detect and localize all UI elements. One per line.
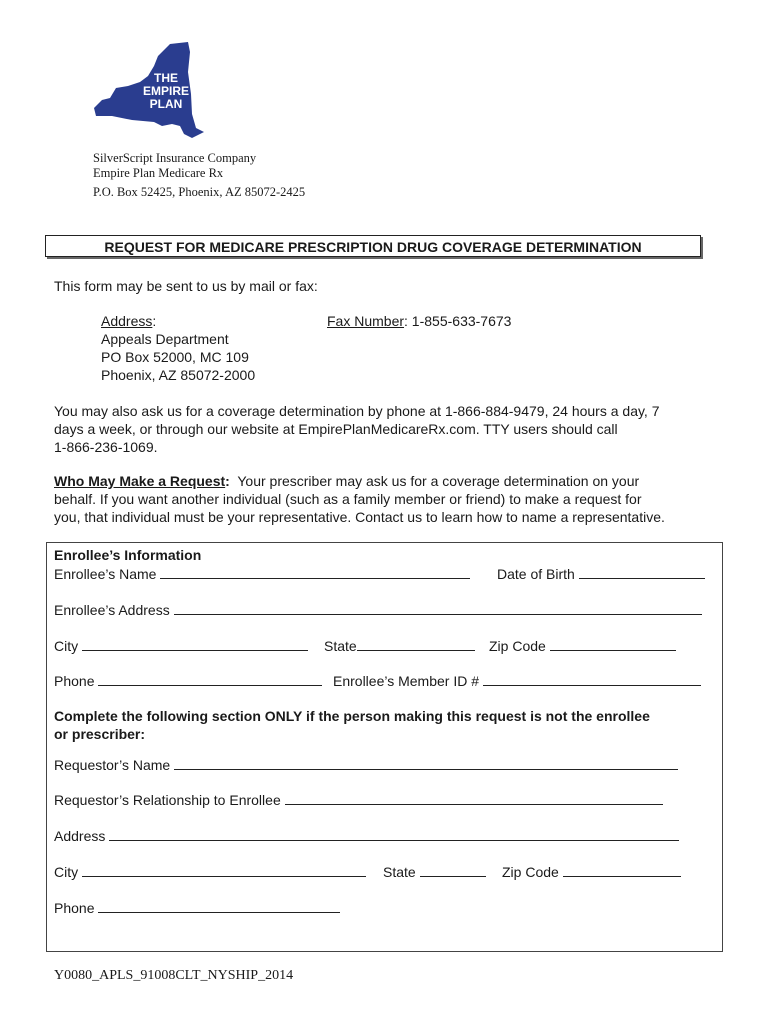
enrollee-name-field[interactable] (160, 564, 470, 579)
phone-paragraph-line: You may also ask us for a coverage determination by phone at 1-866-884-9479, 24 hours a day, 7 (54, 403, 660, 419)
who-colon: : (225, 473, 230, 489)
address-line-3: Phoenix, AZ 85072-2000 (101, 367, 256, 383)
relationship-label: Requestor’s Relationship to Enrollee (54, 792, 281, 808)
requestor-city-row (54, 862, 366, 881)
requestor-phone-row (54, 898, 340, 917)
address-label: Address (101, 313, 153, 329)
requestor-state-row (383, 862, 486, 881)
sender-pobox: P.O. Box 52425, Phoenix, AZ 85072-2425 (93, 185, 306, 199)
requestor-city-field[interactable] (82, 862, 366, 877)
member-id-field[interactable] (483, 671, 701, 686)
requestor-notice-line: or prescriber: (54, 726, 146, 742)
requestor-name-label: Requestor’s Name (54, 757, 171, 773)
sender-block (93, 151, 305, 200)
requestor-name-row (54, 755, 678, 774)
phone-row (54, 671, 322, 690)
relationship-field[interactable] (285, 790, 663, 805)
relationship-row (54, 790, 663, 809)
requestor-notice-line: Complete the following section ONLY if the person making this request is not the enrollee (54, 708, 650, 724)
intro-text: This form may be sent to us by mail or fax: (54, 278, 318, 294)
form-code-footer: Y0080_APLS_91008CLT_NYSHIP_2014 (54, 968, 294, 983)
zip-row (489, 636, 676, 655)
state-row (324, 636, 475, 655)
zip-label: Zip Code (489, 638, 546, 654)
who-paragraph (54, 472, 724, 526)
requestor-phone-label: Phone (54, 900, 95, 916)
logo-text-3: PLAN (149, 97, 183, 111)
requestor-address-row (54, 826, 679, 845)
form-title: REQUEST FOR MEDICARE PRESCRIPTION DRUG COVERAGE DETERMINATION (45, 235, 701, 257)
phone-label: Phone (54, 673, 95, 689)
requestor-name-field[interactable] (174, 755, 678, 770)
who-line: behalf. If you want another individual (such as a family member or friend) to make a request for (54, 491, 642, 507)
dob-label: Date of Birth (497, 566, 575, 582)
requestor-zip-label: Zip Code (502, 864, 559, 880)
address-colon: : (152, 313, 157, 329)
enrollee-heading: Enrollee’s Information (54, 547, 202, 563)
who-label: Who May Make a Request (54, 473, 226, 489)
logo-text-1: THE (154, 71, 178, 85)
who-line: Your prescriber may ask us for a coverage determination on your (229, 473, 640, 489)
address-line-2: PO Box 52000, MC 109 (101, 349, 249, 365)
enrollee-address-row (54, 600, 702, 619)
requestor-city-label: City (54, 864, 79, 880)
dob-row (497, 564, 705, 583)
requestor-zip-row (502, 862, 681, 881)
fax-label: Fax Number (327, 313, 405, 329)
requestor-address-label: Address (54, 828, 106, 844)
member-id-label: Enrollee’s Member ID # (333, 673, 480, 689)
empire-plan-logo (92, 42, 204, 142)
state-label: State (324, 638, 357, 654)
city-row (54, 636, 308, 655)
member-id-row (333, 671, 701, 690)
city-field[interactable] (82, 636, 308, 651)
enrollee-name-label: Enrollee’s Name (54, 566, 157, 582)
logo-text-2: EMPIRE (142, 84, 190, 98)
phone-field[interactable] (98, 671, 322, 686)
enrollee-address-field[interactable] (174, 600, 702, 615)
mail-address-block (101, 312, 255, 384)
enrollee-name-row (54, 564, 470, 583)
requestor-address-field[interactable] (109, 826, 679, 841)
address-line-1: Appeals Department (101, 331, 229, 347)
sender-plan: Empire Plan Medicare Rx (93, 166, 224, 180)
dob-field[interactable] (579, 564, 705, 579)
zip-field[interactable] (550, 636, 676, 651)
requestor-state-label: State (383, 864, 416, 880)
phone-paragraph-line: days a week, or through our website at EmpirePlanMedicareRx.com. TTY users should call (54, 421, 618, 437)
state-field[interactable] (357, 636, 475, 651)
phone-paragraph-line: 1-866-236-1069. (54, 439, 158, 455)
new-york-state-map-icon (92, 42, 204, 142)
phone-paragraph (54, 402, 724, 456)
requestor-phone-field[interactable] (98, 898, 340, 913)
fax-block (327, 312, 511, 330)
sender-company: SilverScript Insurance Company (93, 151, 257, 165)
requestor-state-field[interactable] (420, 862, 486, 877)
fax-number: : 1-855-633-7673 (404, 313, 512, 329)
requestor-notice (54, 707, 650, 743)
who-line: you, that individual must be your representative. Contact us to learn how to name a representative. (54, 509, 665, 525)
enrollee-address-label: Enrollee’s Address (54, 602, 170, 618)
requestor-zip-field[interactable] (563, 862, 681, 877)
city-label: City (54, 638, 79, 654)
